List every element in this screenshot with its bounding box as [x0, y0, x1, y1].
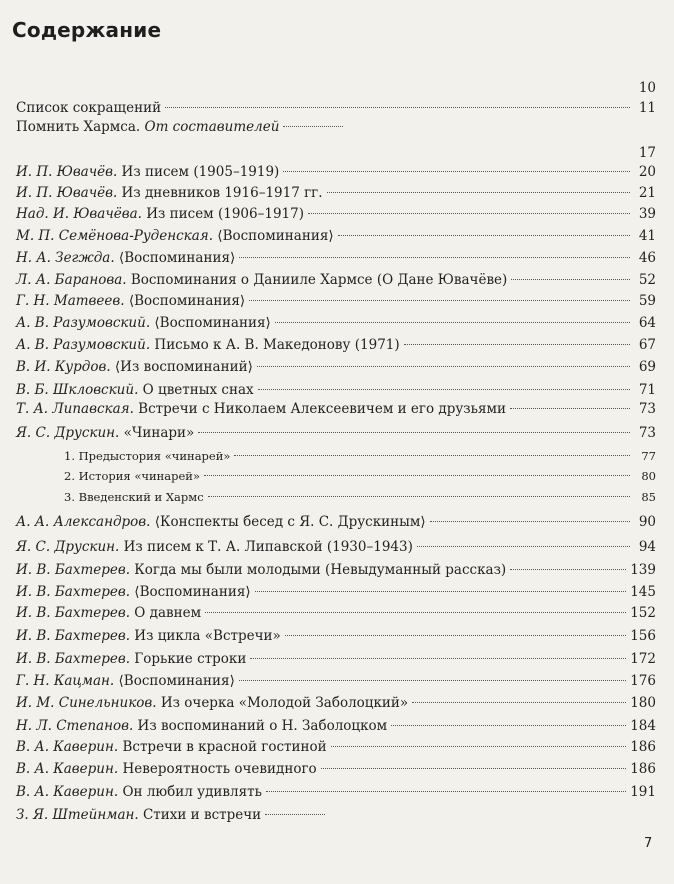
entry-text: Встречи в красной гостиной	[118, 739, 327, 755]
entry-author: Над. И. Ювачёва.	[16, 206, 142, 222]
entry-author: В. А. Каверин.	[16, 761, 119, 777]
entry-page-number: 186	[630, 739, 656, 755]
entry-page-number: 85	[641, 490, 656, 504]
entry-page-number: 17	[638, 145, 656, 161]
entry-text: Воспоминания о Данииле Хармсе (О Дане Ювачёве)	[126, 272, 508, 288]
dot-leader	[204, 475, 630, 476]
dot-leader	[205, 612, 626, 613]
entry-text: ⟨Воспоминания⟩	[124, 293, 246, 309]
entry-page-number: 145	[630, 584, 656, 600]
entry-author: З. Я. Штейнман.	[16, 807, 139, 823]
entry-text: «Чинари»	[119, 425, 195, 441]
entry-title	[16, 381, 254, 399]
dot-leader	[404, 344, 630, 345]
dot-leader	[338, 235, 630, 236]
entry-author: Г. Н. Кацман.	[16, 673, 115, 689]
dot-leader	[265, 814, 325, 815]
entry-author: И. П. Ювачёв.	[16, 164, 118, 180]
entry-text: Помнить Хармса.	[16, 119, 145, 135]
toc-entry	[16, 400, 656, 418]
entry-author: М. П. Семёнова-Руденская.	[16, 228, 214, 244]
dot-leader	[239, 680, 626, 681]
entry-page-number: 156	[630, 628, 656, 644]
toc-entry	[16, 358, 656, 376]
toc-entry	[16, 513, 656, 531]
dot-leader	[198, 432, 630, 433]
toc-entry	[16, 538, 656, 556]
entry-author: Т. А. Липавская.	[16, 401, 134, 417]
entry-title	[64, 488, 204, 506]
entry-text: ⟨Конспекты бесед с Я. С. Друскиным⟩	[150, 514, 426, 530]
entry-text: Из писем (1906–1917)	[141, 206, 304, 222]
dot-leader	[430, 521, 630, 522]
entry-title	[16, 184, 323, 202]
entry-page-number: 71	[638, 382, 656, 398]
toc-entry	[16, 184, 656, 202]
dot-leader	[412, 702, 626, 703]
entry-author: И. В. Бахтерев.	[16, 651, 131, 667]
entry-title	[16, 672, 235, 690]
entry-title	[16, 627, 281, 645]
entry-page-number: 80	[641, 469, 656, 483]
toc-entry	[16, 314, 656, 332]
toc-entry	[16, 760, 656, 778]
entry-author: И. В. Бахтерев.	[16, 562, 131, 578]
entry-author: Л. А. Баранова.	[16, 272, 127, 288]
entry-title	[64, 467, 200, 485]
entry-author: А. В. Разумовский.	[16, 337, 151, 353]
entry-text: 3. Введенский и Хармс	[64, 490, 204, 504]
dot-leader	[250, 658, 626, 659]
toc-entry	[16, 381, 656, 399]
toc-entry	[16, 144, 656, 162]
entry-title	[16, 271, 507, 289]
dot-leader	[257, 366, 630, 367]
toc-entry	[16, 561, 656, 579]
entry-page-number: 77	[641, 449, 656, 463]
entry-text: ⟨Воспоминания⟩	[130, 584, 251, 600]
entry-title	[16, 760, 317, 778]
entry-page-number: 191	[630, 784, 656, 800]
toc-entry	[16, 79, 656, 97]
entry-page-number: 59	[638, 293, 656, 309]
entry-title	[16, 604, 201, 622]
entry-text: О давнем	[130, 605, 202, 621]
entry-title	[16, 806, 261, 824]
toc-entry	[16, 650, 656, 668]
toc-entry	[16, 424, 656, 442]
entry-author: И. В. Бахтерев.	[16, 628, 131, 644]
entry-text: Из дневников 1916–1917 гг.	[117, 185, 323, 201]
dot-leader	[321, 768, 627, 769]
entry-title	[16, 561, 506, 579]
entry-title	[16, 783, 262, 801]
entry-title	[16, 424, 194, 442]
entry-author: Г. Н. Матвеев.	[16, 293, 125, 309]
toc-entry	[16, 99, 656, 117]
entry-page-number: 180	[630, 695, 656, 711]
entry-text: Список сокращений	[16, 100, 162, 116]
entry-author: В. А. Каверин.	[16, 784, 119, 800]
entry-emphasis: От составителей	[144, 119, 280, 135]
dot-leader	[165, 107, 630, 108]
entry-page-number: 90	[638, 514, 656, 530]
entry-text: Встречи с Николаем Алексеевичем и его друзьями	[133, 401, 507, 417]
entry-page-number: 67	[638, 337, 656, 353]
toc-subentry	[64, 488, 656, 506]
entry-page-number: 73	[638, 401, 656, 417]
entry-title	[16, 99, 161, 117]
entry-title	[16, 314, 271, 332]
entry-page-number: 10	[638, 80, 656, 96]
entry-page-number: 73	[638, 425, 656, 441]
entry-text: Из писем (1905–1919)	[117, 164, 280, 180]
entry-title	[64, 447, 230, 465]
entry-text: О цветных снах	[138, 382, 254, 398]
toc-entry	[16, 583, 656, 601]
entry-author: И. В. Бахтерев.	[16, 605, 131, 621]
toc-entry	[16, 627, 656, 645]
toc-entry	[16, 806, 656, 824]
dot-leader	[391, 725, 626, 726]
entry-author: Н. А. Зегжда.	[16, 250, 115, 266]
entry-page-number: 11	[638, 100, 656, 116]
entry-page-number: 41	[638, 228, 656, 244]
toc-entry	[16, 227, 656, 245]
entry-author: А. В. Разумовский.	[16, 315, 151, 331]
entry-text: Из воспоминаний о Н. Заболоцком	[133, 718, 388, 734]
entry-author: В. А. Каверин.	[16, 739, 119, 755]
entry-author: И. В. Бахтерев.	[16, 584, 131, 600]
dot-leader	[285, 635, 626, 636]
entry-title	[16, 738, 327, 756]
toc-entry	[16, 118, 656, 136]
entry-text: Из цикла «Встречи»	[130, 628, 281, 644]
dot-leader	[331, 746, 627, 747]
dot-leader	[417, 546, 630, 547]
entry-author: Н. Л. Степанов.	[16, 718, 134, 734]
page-number: 7	[644, 836, 653, 851]
entry-author: Я. С. Друскин.	[16, 425, 120, 441]
entry-text: Когда мы были молодыми (Невыдуманный рассказ)	[130, 562, 507, 578]
toc-entry	[16, 292, 656, 310]
toc-entry	[16, 271, 656, 289]
entry-text: Он любил удивлять	[118, 784, 262, 800]
entry-page-number: 52	[638, 272, 656, 288]
entry-page-number: 94	[638, 539, 656, 555]
toc-entry	[16, 672, 656, 690]
entry-title	[16, 694, 408, 712]
dot-leader	[208, 496, 630, 497]
entry-page-number: 69	[638, 359, 656, 375]
entry-text: ⟨Воспоминания⟩	[150, 315, 271, 331]
entry-title	[16, 513, 426, 531]
entry-title	[16, 583, 251, 601]
entry-page-number: 184	[630, 718, 656, 734]
dot-leader	[510, 408, 630, 409]
entry-title	[16, 717, 387, 735]
entry-page-number: 39	[638, 206, 656, 222]
toc-entry	[16, 336, 656, 354]
entry-text: 1. Предыстория «чинарей»	[64, 449, 231, 463]
dot-leader	[249, 300, 630, 301]
toc-entry	[16, 163, 656, 181]
entry-text: Из писем к Т. А. Липавской (1930–1943)	[119, 539, 413, 555]
dot-leader	[327, 192, 630, 193]
dot-leader	[234, 455, 630, 456]
entry-title	[16, 650, 246, 668]
entry-page-number: 20	[638, 164, 656, 180]
entry-title	[16, 538, 413, 556]
entry-page-number: 172	[630, 651, 656, 667]
entry-page-number: 186	[630, 761, 656, 777]
entry-page-number: 46	[638, 250, 656, 266]
toc-entry	[16, 604, 656, 622]
entry-author: В. И. Курдов.	[16, 359, 111, 375]
entry-text: Горькие строки	[130, 651, 247, 667]
toc-entry	[16, 738, 656, 756]
dot-leader	[283, 171, 630, 172]
entry-text: Письмо к А. В. Македонову (1971)	[150, 337, 400, 353]
toc-entry	[16, 694, 656, 712]
dot-leader	[258, 389, 630, 390]
entry-page-number: 64	[638, 315, 656, 331]
entry-page-number: 152	[630, 605, 656, 621]
entry-text: Из очерка «Молодой Заболоцкий»	[156, 695, 409, 711]
entry-title	[16, 163, 279, 181]
toc-entry	[16, 717, 656, 735]
toc-subentry	[64, 447, 656, 465]
entry-page-number: 139	[630, 562, 656, 578]
entry-author: А. А. Александров.	[16, 514, 151, 530]
entry-title	[16, 205, 304, 223]
entry-author: В. Б. Шкловский.	[16, 382, 139, 398]
dot-leader	[283, 126, 343, 127]
dot-leader	[266, 791, 626, 792]
entry-title	[16, 358, 253, 376]
entry-author: И. П. Ювачёв.	[16, 185, 118, 201]
toc-entry	[16, 783, 656, 801]
entry-title	[16, 292, 245, 310]
dot-leader	[255, 591, 627, 592]
entry-title	[16, 400, 506, 418]
entry-text: 2. История «чинарей»	[64, 469, 201, 483]
entry-author: Я. С. Друскин.	[16, 539, 120, 555]
dot-leader	[511, 279, 630, 280]
dot-leader	[275, 322, 630, 323]
entry-title	[16, 227, 334, 245]
entry-text: ⟨Воспоминания⟩	[114, 250, 236, 266]
toc-subentry	[64, 467, 656, 485]
entry-page-number: 21	[638, 185, 656, 201]
dot-leader	[308, 213, 630, 214]
toc-entry	[16, 205, 656, 223]
entry-text: ⟨Воспоминания⟩	[114, 673, 235, 689]
dot-leader	[239, 257, 630, 258]
entry-title	[16, 249, 235, 267]
entry-title	[16, 336, 400, 354]
page-title: Содержание	[12, 18, 162, 42]
entry-text: ⟨Из воспоминаний⟩	[110, 359, 253, 375]
entry-text: ⟨Воспоминания⟩	[213, 228, 334, 244]
entry-author: И. М. Синельников.	[16, 695, 157, 711]
entry-page-number: 176	[630, 673, 656, 689]
toc-entry	[16, 249, 656, 267]
dot-leader	[510, 569, 626, 570]
entry-title	[16, 118, 279, 136]
entry-text: Невероятность очевидного	[118, 761, 317, 777]
entry-text: Стихи и встречи	[138, 807, 262, 823]
